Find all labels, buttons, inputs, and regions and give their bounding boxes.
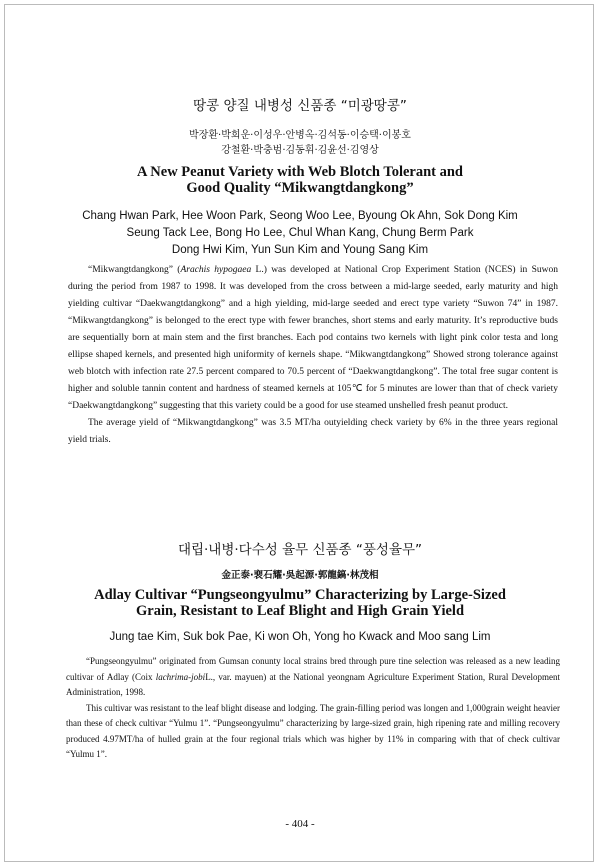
- english-title-line-2: Good Quality “Mikwangtdangkong”: [186, 180, 414, 196]
- korean-title: 땅콩 양질 내병성 신품종 “미광땅콩”: [193, 98, 407, 114]
- korean-authors-line-1: 박장환·박희운·이성우·안병옥·김석동·이승택·이봉호: [189, 130, 411, 141]
- english-authors-line-1: Chang Hwan Park, Hee Woon Park, Seong Woo Lee, Byoung Ok Ahn, Sok Dong Kim: [82, 210, 518, 222]
- abstract-paragraph-1: “Pungseongyulmu” originated from Gumsan conunty local strains bred through pure tine selection was released as a new leading cultivar of Adlay (Coix lachrima-jobiL., var. mayuen) at the National yeongnam Agriculture Experiment Station, Rural Development Administration, 1998.: [66, 656, 561, 697]
- english-title-line-2: Grain, Resistant to Leaf Blight and High Grain Yield: [135, 603, 465, 619]
- hanja-authors: 金正泰·裵石耀·吳起源·郭龍鎬·林茂相: [221, 570, 379, 581]
- english-authors: Jung tae Kim, Suk bok Pae, Ki won Oh, Yong ho Kwack and Moo sang Lim: [109, 631, 491, 643]
- english-authors-line-3: Dong Hwi Kim, Yun Sun Kim and Young Sang Kim: [171, 244, 429, 256]
- article-peanut: [0, 94, 600, 445]
- abstract-paragraph-1: “Mikwangtdangkong” (Arachis hypogaea L.) was developed at National Crop Experiment Station (NCES) in Suwon during the period from 1987 to 1998. It was developed from the cross between a mid-large seeded, early maturity and high yielding cultivar “Daekwangtdangkong” and a high yielding, mid-large seeded and erect type variety “Suwon 74” in 1987. “Mikwangtdangkong” is belonged to the erect type with fewer branches, short stems and early maturity. It’s reproductive buds are sequentially born at main stem and the first branches. Each pod contains two kernels with light pink color testa and long ellipse shaped kernels, and presented high uniformity of kernels shape. “Mikwangtdangkong” Showed strong tolerance against web blotch with infection rate 27.5 percent compared to 70.5 percent of “Daekwangtdangkong”. The total free sugar content is higher and soluble tannin content and hardness of steamed kernels at 105℃ for 5 minutes are lower than that of check variety “Daekwangtdangkong” suggesting that this variety could be a good for use steamed unshelled fresh peanut product.: [68, 265, 558, 411]
- article-adlay: [0, 538, 600, 759]
- korean-title: 대립·내병·다수성 율무 신품종 “풍성율무”: [177, 542, 423, 558]
- abstract: [68, 262, 558, 449]
- english-authors-line-2: Seung Tack Lee, Bong Ho Lee, Chul Whan Kang, Chung Berm Park: [126, 227, 474, 239]
- english-title-line-1: A New Peanut Variety with Web Blotch Tolerant and: [136, 164, 464, 180]
- abstract-paragraph-2: This cultivar was resistant to the leaf blight disease and lodging. The grain-filling period was longen and 1,000grain weight heavier than these of check cultivar “Yulmu 1”. “Pungseongyulmu” characterizing by large-sized grain, high ripening rate and milling recovery produced 4.97MT/ha of hulled grain at the four regional trials which was higher by 11% in comparing with that of check cultivar “Yulmu 1”.: [66, 702, 560, 759]
- page-number: - 404 -: [285, 818, 315, 830]
- english-title-line-1: Adlay Cultivar “Pungseongyulmu” Characterizing by Large-Sized: [94, 587, 506, 603]
- korean-authors-line-2: 강철환·박충범·김동휘·김윤선·김영상: [221, 145, 379, 156]
- abstract-paragraph-2: The average yield of “Mikwangtdangkong” was 3.5 MT/ha outyielding check variety by 6% in the three years regional yield trials.: [68, 418, 558, 445]
- abstract: [66, 654, 560, 763]
